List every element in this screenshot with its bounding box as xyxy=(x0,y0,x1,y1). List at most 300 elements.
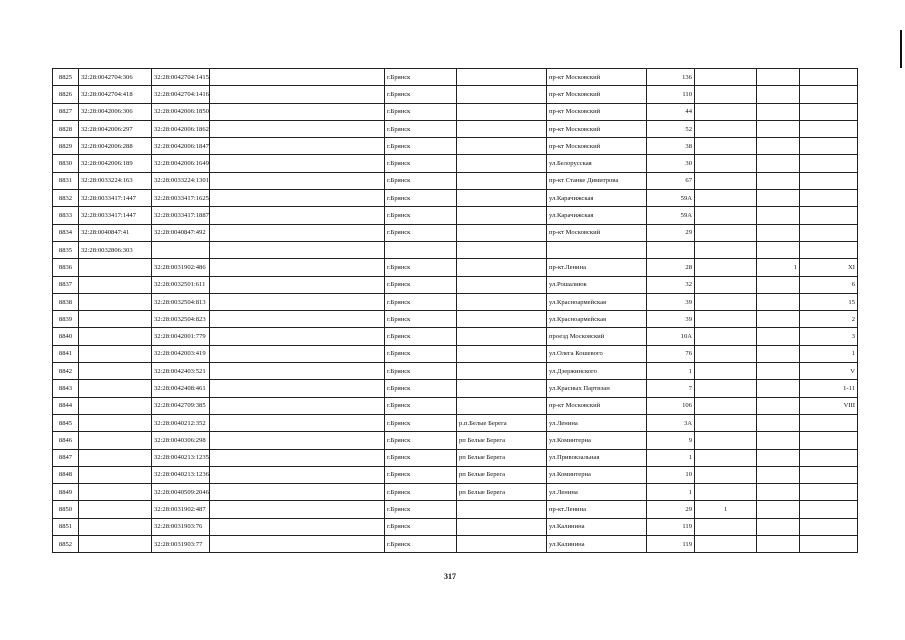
cadastral-number-cell xyxy=(79,276,152,293)
object-cadastral-number-cell: 32:28:0042408:461 xyxy=(152,380,210,397)
extra-cell-3: XI xyxy=(800,259,858,276)
extra-cell-3: 2 xyxy=(800,311,858,328)
house-number-cell: 136 xyxy=(647,69,695,86)
extra-cell-2 xyxy=(757,207,800,224)
extra-cell-1 xyxy=(695,138,757,155)
extra-cell-2 xyxy=(757,293,800,310)
extra-cell-2 xyxy=(757,241,800,258)
table-row xyxy=(53,138,858,155)
object-cadastral-number-cell: 32:28:0042006:1649 xyxy=(152,155,210,172)
cadastral-number-cell: 32:28:0033224:163 xyxy=(79,172,152,189)
city-cell: г.Брянск xyxy=(385,224,457,241)
empty-cell xyxy=(210,328,385,345)
object-cadastral-number-cell: 32:28:0042704:1415 xyxy=(152,69,210,86)
street-cell: ул.Олега Кошевого xyxy=(547,345,647,362)
city-cell xyxy=(385,241,457,258)
extra-cell-3: 1 xyxy=(800,345,858,362)
street-cell: ул.Рошалиюк xyxy=(547,276,647,293)
extra-cell-1 xyxy=(695,241,757,258)
extra-cell-3 xyxy=(800,86,858,103)
row-number-cell: 8829 xyxy=(53,138,79,155)
object-cadastral-number-cell: 32:28:0032501:611 xyxy=(152,276,210,293)
row-number-cell: 8850 xyxy=(53,501,79,518)
house-number-cell: 29 xyxy=(647,224,695,241)
locality-cell xyxy=(457,138,547,155)
empty-cell xyxy=(210,501,385,518)
locality-cell xyxy=(457,259,547,276)
extra-cell-2 xyxy=(757,138,800,155)
table-row xyxy=(53,345,858,362)
house-number-cell: 110 xyxy=(647,86,695,103)
table-row xyxy=(53,311,858,328)
object-cadastral-number-cell: 32:28:0042006:1847 xyxy=(152,138,210,155)
extra-cell-1 xyxy=(695,190,757,207)
table-row xyxy=(53,466,858,483)
table-row xyxy=(53,518,858,535)
extra-cell-3 xyxy=(800,207,858,224)
extra-cell-2 xyxy=(757,276,800,293)
table-row xyxy=(53,501,858,518)
extra-cell-3 xyxy=(800,120,858,137)
extra-cell-1 xyxy=(695,432,757,449)
house-number-cell: 1 xyxy=(647,484,695,501)
house-number-cell: 30 xyxy=(647,155,695,172)
table-row xyxy=(53,86,858,103)
locality-cell xyxy=(457,69,547,86)
locality-cell: рп Белые Берега xyxy=(457,449,547,466)
extra-cell-1 xyxy=(695,120,757,137)
cadastral-number-cell: 32:28:0042006:189 xyxy=(79,155,152,172)
city-cell: г.Брянск xyxy=(385,466,457,483)
city-cell: г.Брянск xyxy=(385,518,457,535)
extra-cell-3: V xyxy=(800,363,858,380)
house-number-cell: 59А xyxy=(647,207,695,224)
extra-cell-3 xyxy=(800,224,858,241)
table-row xyxy=(53,293,858,310)
extra-cell-1 xyxy=(695,414,757,431)
extra-cell-3 xyxy=(800,536,858,553)
locality-cell xyxy=(457,328,547,345)
table-row xyxy=(53,259,858,276)
row-number-cell: 8846 xyxy=(53,432,79,449)
house-number-cell: 28 xyxy=(647,259,695,276)
locality-cell xyxy=(457,224,547,241)
table-row xyxy=(53,414,858,431)
cadastral-number-cell xyxy=(79,380,152,397)
house-number-cell: 52 xyxy=(647,120,695,137)
extra-cell-3: VIII xyxy=(800,397,858,414)
extra-cell-3: 15 xyxy=(800,293,858,310)
row-number-cell: 8844 xyxy=(53,397,79,414)
extra-cell-3 xyxy=(800,241,858,258)
house-number-cell: 29 xyxy=(647,501,695,518)
row-number-cell: 8837 xyxy=(53,276,79,293)
locality-cell xyxy=(457,207,547,224)
extra-cell-3: 1-11 xyxy=(800,380,858,397)
empty-cell xyxy=(210,432,385,449)
cadastral-number-cell xyxy=(79,466,152,483)
cadastral-number-cell: 32:28:0042006:306 xyxy=(79,103,152,120)
table-row xyxy=(53,207,858,224)
cadastral-number-cell xyxy=(79,363,152,380)
empty-cell xyxy=(210,536,385,553)
extra-cell-1 xyxy=(695,311,757,328)
house-number-cell: 106 xyxy=(647,397,695,414)
object-cadastral-number-cell: 32:28:0031902:487 xyxy=(152,501,210,518)
cadastral-number-cell: 32:28:0042006:288 xyxy=(79,138,152,155)
extra-cell-3 xyxy=(800,484,858,501)
row-number-cell: 8847 xyxy=(53,449,79,466)
empty-cell xyxy=(210,138,385,155)
street-cell: пр-кт.Ленина xyxy=(547,259,647,276)
cadastral-number-cell: 32:28:0040847:41 xyxy=(79,224,152,241)
extra-cell-2 xyxy=(757,328,800,345)
locality-cell xyxy=(457,518,547,535)
extra-cell-2: 1 xyxy=(757,259,800,276)
city-cell: г.Брянск xyxy=(385,363,457,380)
row-number-cell: 8834 xyxy=(53,224,79,241)
empty-cell xyxy=(210,449,385,466)
object-cadastral-number-cell: 32:28:0040509:2046 xyxy=(152,484,210,501)
street-cell: пр-кт.Ленина xyxy=(547,501,647,518)
locality-cell xyxy=(457,345,547,362)
cadastral-number-cell xyxy=(79,501,152,518)
locality-cell xyxy=(457,293,547,310)
object-cadastral-number-cell: 32:28:0042006:1862 xyxy=(152,120,210,137)
city-cell: г.Брянск xyxy=(385,120,457,137)
extra-cell-1 xyxy=(695,466,757,483)
object-cadastral-number-cell: 32:28:0040213:1236 xyxy=(152,466,210,483)
empty-cell xyxy=(210,241,385,258)
extra-cell-1 xyxy=(695,293,757,310)
locality-cell xyxy=(457,397,547,414)
cadastral-number-cell: 32:28:0032806:303 xyxy=(79,241,152,258)
city-cell: г.Брянск xyxy=(385,138,457,155)
cadastral-number-cell xyxy=(79,311,152,328)
row-number-cell: 8841 xyxy=(53,345,79,362)
locality-cell xyxy=(457,120,547,137)
extra-cell-3: 6 xyxy=(800,276,858,293)
row-number-cell: 8839 xyxy=(53,311,79,328)
row-number-cell: 8849 xyxy=(53,484,79,501)
extra-cell-1 xyxy=(695,207,757,224)
house-number-cell xyxy=(647,241,695,258)
object-cadastral-number-cell: 32:28:0040212:352 xyxy=(152,414,210,431)
house-number-cell: 59А xyxy=(647,190,695,207)
empty-cell xyxy=(210,120,385,137)
street-cell: пр-кт Московский xyxy=(547,69,647,86)
house-number-cell: 32 xyxy=(647,276,695,293)
street-cell: пр-кт Станке Димитрова xyxy=(547,172,647,189)
row-number-cell: 8845 xyxy=(53,414,79,431)
extra-cell-2 xyxy=(757,120,800,137)
extra-cell-2 xyxy=(757,414,800,431)
house-number-cell: 38 xyxy=(647,138,695,155)
extra-cell-2 xyxy=(757,380,800,397)
cadastral-number-cell xyxy=(79,518,152,535)
scan-edge-mark xyxy=(900,30,902,68)
extra-cell-2 xyxy=(757,432,800,449)
extra-cell-2 xyxy=(757,172,800,189)
empty-cell xyxy=(210,466,385,483)
house-number-cell: 39 xyxy=(647,293,695,310)
street-cell: ул.Красноармейская xyxy=(547,311,647,328)
locality-cell xyxy=(457,241,547,258)
object-cadastral-number-cell: 32:28:0040306:298 xyxy=(152,432,210,449)
street-cell: ул.Красных Партизан xyxy=(547,380,647,397)
table-row xyxy=(53,103,858,120)
city-cell: г.Брянск xyxy=(385,190,457,207)
extra-cell-2 xyxy=(757,86,800,103)
extra-cell-1 xyxy=(695,69,757,86)
row-number-cell: 8843 xyxy=(53,380,79,397)
extra-cell-1 xyxy=(695,155,757,172)
cadastral-number-cell xyxy=(79,259,152,276)
extra-cell-1 xyxy=(695,363,757,380)
object-cadastral-number-cell: 32:28:0042006:1850 xyxy=(152,103,210,120)
street-cell: ул.Карачижская xyxy=(547,207,647,224)
extra-cell-2 xyxy=(757,363,800,380)
street-cell: пр-кт Московский xyxy=(547,103,647,120)
table-row xyxy=(53,155,858,172)
street-cell: ул.Ленина xyxy=(547,414,647,431)
extra-cell-1 xyxy=(695,518,757,535)
table-row xyxy=(53,363,858,380)
street-cell: ул.Ленина xyxy=(547,484,647,501)
street-cell: ул.Дзержинского xyxy=(547,363,647,380)
page-number: 317 xyxy=(444,572,456,581)
object-cadastral-number-cell: 32:28:0042704:1416 xyxy=(152,86,210,103)
city-cell: г.Брянск xyxy=(385,207,457,224)
table-row xyxy=(53,432,858,449)
extra-cell-1 xyxy=(695,484,757,501)
house-number-cell: 9 xyxy=(647,432,695,449)
empty-cell xyxy=(210,276,385,293)
extra-cell-3 xyxy=(800,414,858,431)
city-cell: г.Брянск xyxy=(385,380,457,397)
object-cadastral-number-cell: 32:28:0032504:823 xyxy=(152,311,210,328)
street-cell: ул.Калинина xyxy=(547,536,647,553)
object-cadastral-number-cell: 32:28:0031903:77 xyxy=(152,536,210,553)
address-register-table xyxy=(52,68,858,553)
street-cell: ул.Коминтерна xyxy=(547,432,647,449)
cadastral-number-cell xyxy=(79,484,152,501)
table-row xyxy=(53,484,858,501)
locality-cell: рп Белые Берега xyxy=(457,432,547,449)
extra-cell-2 xyxy=(757,345,800,362)
row-number-cell: 8825 xyxy=(53,69,79,86)
extra-cell-3 xyxy=(800,69,858,86)
table-row xyxy=(53,224,858,241)
extra-cell-3 xyxy=(800,138,858,155)
extra-cell-1 xyxy=(695,449,757,466)
cadastral-number-cell xyxy=(79,345,152,362)
cadastral-number-cell xyxy=(79,432,152,449)
extra-cell-2 xyxy=(757,536,800,553)
extra-cell-2 xyxy=(757,397,800,414)
house-number-cell: 76 xyxy=(647,345,695,362)
table-row xyxy=(53,120,858,137)
locality-cell xyxy=(457,86,547,103)
extra-cell-3 xyxy=(800,103,858,120)
locality-cell xyxy=(457,536,547,553)
empty-cell xyxy=(210,103,385,120)
city-cell: г.Брянск xyxy=(385,536,457,553)
row-number-cell: 8842 xyxy=(53,363,79,380)
locality-cell xyxy=(457,276,547,293)
street-cell: пр-кт Московский xyxy=(547,224,647,241)
cadastral-number-cell: 32:28:0033417:1447 xyxy=(79,190,152,207)
extra-cell-2 xyxy=(757,103,800,120)
row-number-cell: 8852 xyxy=(53,536,79,553)
row-number-cell: 8831 xyxy=(53,172,79,189)
city-cell: г.Брянск xyxy=(385,172,457,189)
house-number-cell: 119 xyxy=(647,518,695,535)
table-row xyxy=(53,172,858,189)
empty-cell xyxy=(210,397,385,414)
street-cell: пр-кт Московский xyxy=(547,120,647,137)
cadastral-number-cell xyxy=(79,397,152,414)
empty-cell xyxy=(210,363,385,380)
extra-cell-3: 3 xyxy=(800,328,858,345)
object-cadastral-number-cell: 32:28:0042403:521 xyxy=(152,363,210,380)
extra-cell-2 xyxy=(757,484,800,501)
cadastral-number-cell xyxy=(79,414,152,431)
table-row xyxy=(53,190,858,207)
house-number-cell: 10А xyxy=(647,328,695,345)
empty-cell xyxy=(210,345,385,362)
cadastral-number-cell xyxy=(79,293,152,310)
locality-cell: р.п.Белые Берега xyxy=(457,414,547,431)
city-cell: г.Брянск xyxy=(385,293,457,310)
extra-cell-1 xyxy=(695,224,757,241)
object-cadastral-number-cell: 32:28:0033224:1301 xyxy=(152,172,210,189)
cadastral-number-cell: 32:28:0042704:418 xyxy=(79,86,152,103)
street-cell: проезд Московский xyxy=(547,328,647,345)
empty-cell xyxy=(210,518,385,535)
empty-cell xyxy=(210,224,385,241)
cadastral-number-cell xyxy=(79,536,152,553)
city-cell: г.Брянск xyxy=(385,501,457,518)
extra-cell-2 xyxy=(757,518,800,535)
extra-cell-3 xyxy=(800,449,858,466)
house-number-cell: 44 xyxy=(647,103,695,120)
extra-cell-1 xyxy=(695,397,757,414)
city-cell: г.Брянск xyxy=(385,414,457,431)
city-cell: г.Брянск xyxy=(385,432,457,449)
extra-cell-2 xyxy=(757,190,800,207)
house-number-cell: 3А xyxy=(647,414,695,431)
extra-cell-2 xyxy=(757,501,800,518)
locality-cell xyxy=(457,155,547,172)
extra-cell-2 xyxy=(757,224,800,241)
cadastral-number-cell xyxy=(79,449,152,466)
city-cell: г.Брянск xyxy=(385,276,457,293)
city-cell: г.Брянск xyxy=(385,449,457,466)
street-cell: пр-кт Московский xyxy=(547,138,647,155)
extra-cell-1 xyxy=(695,103,757,120)
city-cell: г.Брянск xyxy=(385,484,457,501)
object-cadastral-number-cell: 32:28:0032504:813 xyxy=(152,293,210,310)
locality-cell xyxy=(457,172,547,189)
row-number-cell: 8826 xyxy=(53,86,79,103)
empty-cell xyxy=(210,380,385,397)
extra-cell-1 xyxy=(695,172,757,189)
extra-cell-3 xyxy=(800,172,858,189)
locality-cell xyxy=(457,103,547,120)
house-number-cell: 1 xyxy=(647,449,695,466)
street-cell: пр-кт Московский xyxy=(547,86,647,103)
extra-cell-3 xyxy=(800,466,858,483)
street-cell: ул.Коминтерна xyxy=(547,466,647,483)
row-number-cell: 8833 xyxy=(53,207,79,224)
empty-cell xyxy=(210,484,385,501)
table-row xyxy=(53,397,858,414)
table-row xyxy=(53,536,858,553)
house-number-cell: 67 xyxy=(647,172,695,189)
empty-cell xyxy=(210,190,385,207)
house-number-cell: 1 xyxy=(647,363,695,380)
city-cell: г.Брянск xyxy=(385,69,457,86)
empty-cell xyxy=(210,414,385,431)
extra-cell-1 xyxy=(695,380,757,397)
locality-cell xyxy=(457,380,547,397)
object-cadastral-number-cell: 32:28:0033417:1887 xyxy=(152,207,210,224)
locality-cell: рп Белые Берега xyxy=(457,466,547,483)
extra-cell-3 xyxy=(800,155,858,172)
locality-cell xyxy=(457,311,547,328)
row-number-cell: 8835 xyxy=(53,241,79,258)
empty-cell xyxy=(210,172,385,189)
table-body xyxy=(53,69,858,553)
street-cell: ул.Калинина xyxy=(547,518,647,535)
house-number-cell: 119 xyxy=(647,536,695,553)
extra-cell-3 xyxy=(800,501,858,518)
street-cell: ул.Белорусская xyxy=(547,155,647,172)
row-number-cell: 8832 xyxy=(53,190,79,207)
street-cell: ул.Красноармейская xyxy=(547,293,647,310)
cadastral-number-cell xyxy=(79,328,152,345)
row-number-cell: 8851 xyxy=(53,518,79,535)
extra-cell-1 xyxy=(695,328,757,345)
cadastral-number-cell: 32:28:0033417:1447 xyxy=(79,207,152,224)
table-row xyxy=(53,276,858,293)
extra-cell-1 xyxy=(695,86,757,103)
extra-cell-2 xyxy=(757,69,800,86)
extra-cell-3 xyxy=(800,518,858,535)
empty-cell xyxy=(210,69,385,86)
extra-cell-1: 1 xyxy=(695,501,757,518)
street-cell xyxy=(547,241,647,258)
cadastral-number-cell: 32:28:0042704:306 xyxy=(79,69,152,86)
object-cadastral-number-cell xyxy=(152,241,210,258)
extra-cell-1 xyxy=(695,536,757,553)
extra-cell-2 xyxy=(757,466,800,483)
street-cell: ул.Привокзальная xyxy=(547,449,647,466)
object-cadastral-number-cell: 32:28:0031903:76 xyxy=(152,518,210,535)
table-row xyxy=(53,328,858,345)
object-cadastral-number-cell: 32:28:0042001:779 xyxy=(152,328,210,345)
locality-cell xyxy=(457,190,547,207)
city-cell: г.Брянск xyxy=(385,155,457,172)
house-number-cell: 10 xyxy=(647,466,695,483)
object-cadastral-number-cell: 32:28:0042003:419 xyxy=(152,345,210,362)
city-cell: г.Брянск xyxy=(385,328,457,345)
table-row xyxy=(53,449,858,466)
row-number-cell: 8827 xyxy=(53,103,79,120)
row-number-cell: 8830 xyxy=(53,155,79,172)
empty-cell xyxy=(210,207,385,224)
